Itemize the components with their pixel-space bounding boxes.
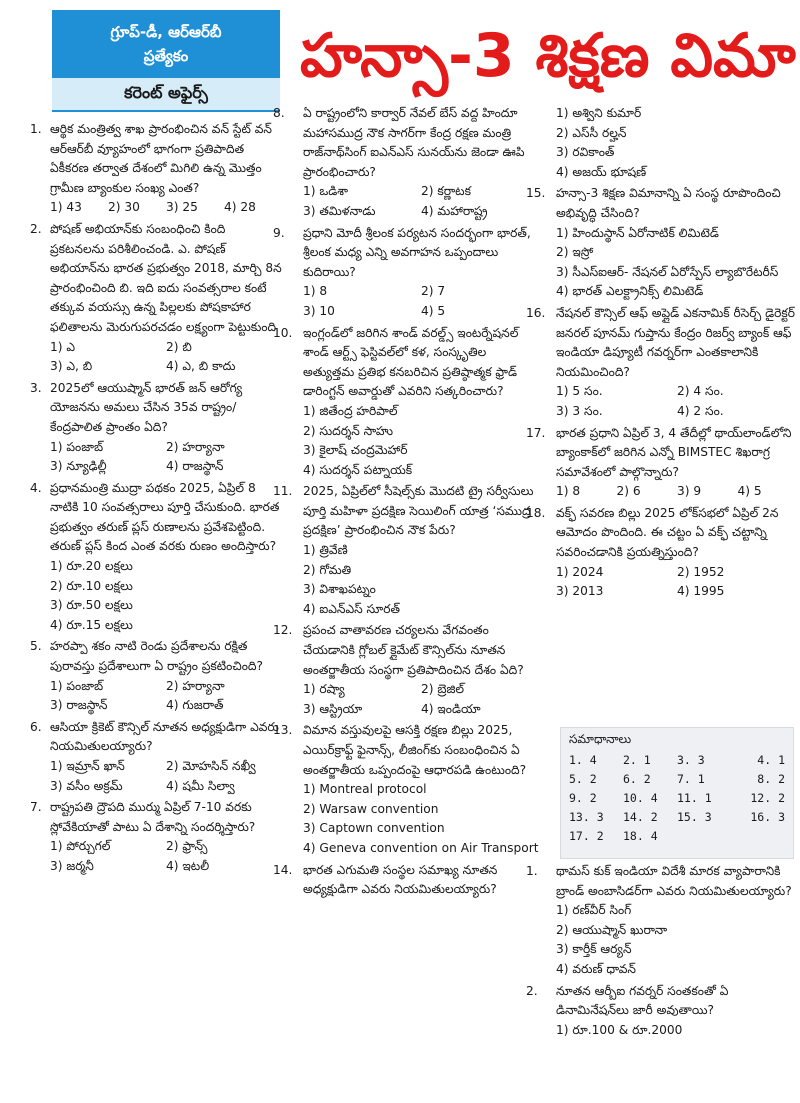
question-item: [30, 718, 282, 796]
question-body: థామస్ కుక్ ఇండియా విదేశీ మారక వ్యాపారానికి బ్రాండ్ అంబాసిడర్‌గా ఎవరు నియమితులయ్యారు?: [556, 864, 792, 898]
question-item: [30, 120, 282, 218]
section-header-line1: గ్రూప్-డీ, ఆర్ఆర్‌బీ: [110, 23, 222, 41]
options-list: [556, 382, 798, 421]
option: 2) ఇస్రో: [556, 245, 594, 260]
options-list: [50, 837, 282, 876]
question-number: 11.: [273, 484, 293, 499]
question-text: [30, 220, 282, 338]
option: 1) రూ.20 లక్షలు: [50, 559, 133, 574]
question-number: 6.: [30, 719, 42, 734]
option: 3) రాజస్థాన్: [50, 698, 108, 713]
question-text: [273, 224, 539, 283]
question-item: [273, 482, 539, 619]
question-body: నేషనల్ కౌన్సిల్ ఆఫ్ అప్లైడ్ ఎకనామిక్ రీసెర్చ్ డైరెక్టర్ జనరల్ పూనమ్ గుప్తాను కేంద్రం రిజర్వ్ బ్యాంక్ ఆఫ్ ఇండియా డిప్యూటీ గవర్నర్‌గా ఎంతకాలానికి నియమించింది?: [556, 305, 795, 379]
question-item: [273, 721, 539, 858]
question-number: 4.: [30, 480, 42, 495]
option: 2) కర్ణాటక: [421, 184, 471, 199]
options-list: [303, 541, 539, 619]
answer-item: 3. 3: [677, 753, 705, 767]
option: 2) ఫ్రాన్స్: [166, 839, 208, 854]
option: 4) అజయ్ భూషణ్: [556, 164, 647, 179]
column-2: [273, 104, 539, 902]
option: 1) 5 సం.: [556, 384, 603, 399]
column-1: [30, 120, 282, 879]
question-number: 3.: [30, 380, 42, 395]
option: 4) రాజస్థాన్: [166, 459, 224, 474]
option: 2) 4 సం.: [677, 384, 724, 399]
question-text: [273, 621, 539, 680]
option: 2) గోమతి: [303, 562, 352, 577]
question-text: [526, 982, 798, 1021]
option: 4) ఇటలీ: [166, 858, 210, 873]
options-list: [50, 757, 282, 796]
column-3-bottom: [526, 862, 798, 1042]
question-body: ప్రపంచ వాతావరణ చర్యలను వేగవంతం చేయడానికి గ్లోబల్ క్లైమేట్ కౌన్సిల్‌ను నూతన అంతర్జాతీయ సంస్థగా ప్రతిపాదించిన దేశం ఏది?: [303, 623, 524, 677]
option: 3) Captown convention: [303, 821, 445, 836]
option: 1) Montreal protocol: [303, 782, 427, 797]
option: 1) ఎ: [50, 339, 76, 354]
question-item: [273, 324, 539, 481]
answer-item: 9. 2: [569, 791, 597, 805]
option: 3) కైలాష్ చంద్రమెహార్: [303, 443, 408, 458]
options-list: [303, 182, 539, 221]
options-list: [50, 198, 282, 218]
section-header-banner: [52, 10, 280, 78]
option: 2) హర్యానా: [166, 678, 225, 693]
question-item: [30, 798, 282, 876]
question-text: [30, 379, 282, 438]
question-number: 17.: [526, 425, 546, 440]
option: 4) Geneva convention on Air Transport: [303, 840, 539, 855]
option: 4) షమీ సిల్వా: [166, 778, 235, 793]
question-body: ప్రధాని మోదీ శ్రీలంక పర్యటన సందర్భంగా భారత్, శ్రీలంక మధ్య ఎన్ని అవగాహన ఒప్పందాలు కుదిరాయి?: [303, 225, 531, 279]
question-item: [526, 424, 798, 502]
question-number: 10.: [273, 325, 293, 340]
question-number: 1.: [526, 864, 538, 878]
question-text: [526, 862, 798, 901]
option: 4) భారత్ ఎలక్ట్రానిక్స్ లిమిటెడ్: [556, 284, 704, 299]
option: 4) 28: [224, 200, 256, 215]
question-text: [526, 304, 798, 382]
options-list: [50, 338, 282, 377]
question-body: హరప్పా శకం నాటి రెండు ప్రదేశాలను రక్షిత పురావస్తు ప్రదేశాలుగా ఏ రాష్ట్రం ప్రకటించింది?: [50, 639, 263, 674]
option: 2) రూ.10 లక్షలు: [50, 578, 133, 593]
question-number: 2.: [30, 221, 42, 236]
option: 2) 7: [421, 284, 446, 299]
option: 2) 1952: [677, 564, 725, 579]
option: 3) 9: [677, 484, 702, 499]
answer-item: 1. 4: [569, 753, 597, 767]
options-list: [50, 677, 282, 716]
question-body: ఏ రాష్ట్రంలోని కార్వార్ నేవల్ బేస్ వద్ద హిందూ మహాసముద్ర నౌక సాగర్‌గా కేంద్ర రక్షణ మంత్రి రాజ్‌నాథ్‌సింగ్ ఐఎన్ఎస్ సునయ్‌ను జెండా ఊపి ప్రారంభించారు?: [303, 106, 525, 179]
option: 3) వసీం అక్రమ్: [50, 778, 123, 793]
question-item: [273, 224, 539, 322]
question-text: [30, 120, 282, 198]
option: 4) వరుణ్ ధావన్: [556, 961, 636, 976]
question-body: విమాన వస్తువులపై ఆసక్తి రక్షణ బిల్లు 2025, ఎయిర్‌క్రాఫ్ట్ ఫైనాన్స్, లీజింగ్‌కు సంబంధించిన ఏ అంతర్జాతీయ ఒప్పందంపై ఆధారపడి ఉంటుంది?: [303, 723, 527, 777]
question-text: [273, 721, 539, 780]
options-list: [303, 282, 539, 321]
option: 3) సీఎస్ఐఆర్- నేషనల్ ఏరోస్పేస్ ల్యాబొరేటరీస్: [556, 264, 779, 279]
question-body: 2025లో ఆయుష్మాన్ భారత్ జన్ ఆరోగ్య యోజనను అమలు చేసిన 35వ రాష్ట్రం/ కేంద్రపాలిత ప్రాంతం ఏది?: [50, 380, 243, 434]
question-number: 7.: [30, 800, 42, 815]
options-list: [50, 438, 282, 477]
question-item: [526, 304, 798, 422]
option: 4) ఐఎన్ఎస్ సూరత్: [303, 601, 400, 616]
option: 3) 2013: [556, 584, 604, 599]
question-text: [526, 504, 798, 563]
section-header-line2: ప్రత్యేకం: [143, 47, 189, 65]
answer-item: 15. 3: [677, 810, 712, 824]
question-number: 8.: [273, 106, 285, 120]
section-subtitle: కరెంట్ అఫైర్స్: [52, 78, 280, 112]
question-text: [30, 798, 282, 837]
option: 1) పంజాబ్: [50, 439, 104, 454]
question-body: ఆర్థిక మంత్రిత్వ శాఖ ప్రారంభించిన వన్ స్టేట్ వన్ ఆర్ఆర్‌బీ వ్యూహంలో భాగంగా ప్రతిపాదిత ఏకీకరణ తర్వాత దేశంలో మిగిలి ఉన్న మొత్తం గ్రామీణ బ్యాంకుల సంఖ్య ఎంత?: [50, 122, 272, 195]
question-text: [30, 718, 282, 757]
option: 4) ఎ, బి కాదు: [166, 359, 236, 374]
option: 3) తమిళనాడు: [303, 203, 376, 218]
question-item: [273, 861, 539, 900]
option: 2) బి: [166, 339, 192, 354]
answer-item: 12. 2: [750, 791, 785, 805]
options-list: [556, 563, 798, 602]
question-item: [526, 862, 798, 980]
options-list: [303, 680, 539, 719]
options-list: [556, 901, 798, 979]
option: 4) ఇండియా: [421, 701, 481, 716]
question-text: [273, 482, 539, 541]
option: 3) ఆస్ట్రియా: [303, 701, 363, 716]
option: 4) 2 సం.: [677, 403, 724, 418]
answers-grid: [561, 753, 793, 843]
question-number: 1.: [30, 122, 42, 136]
answers-box: [560, 727, 794, 859]
option: 3) న్యూఢిల్లీ: [50, 459, 107, 474]
option: 3) జర్మనీ: [50, 858, 94, 873]
answer-item: 17. 2: [569, 829, 604, 843]
option: 2) సుదర్శన్ సాహు: [303, 423, 393, 438]
option: 4) రూ.15 లక్షలు: [50, 617, 133, 632]
answer-item: 2. 1: [623, 753, 651, 767]
option: 1) రూ.100 & రూ.2000: [556, 1022, 683, 1037]
option: 1) పోర్చుగల్: [50, 839, 111, 854]
option: 1) 2024: [556, 564, 604, 579]
question-text: [30, 637, 282, 676]
answer-item: 8. 2: [757, 772, 785, 786]
option: 2) Warsaw convention: [303, 801, 439, 816]
question-body: ఇంగ్లండ్‌లో జరిగిన శాండ్ వరల్డ్స్ ఇంటర్నేషనల్ శాండ్ ఆర్ట్స్ ఫెస్టివల్‌లో కళ, సంస్కృతిల అత్యుత్తమ ప్రతిభ కనబరిచిన ప్రతిష్ఠాత్మక ఫ్రాడ్ డారింగ్టన్ అవార్డుతో ఎవరిని సత్కరించారు?: [303, 325, 519, 399]
question-item: [526, 982, 798, 1041]
option: 3) 25: [166, 200, 198, 215]
question-item: [273, 621, 539, 719]
question-item: [30, 637, 282, 715]
question-text: [273, 324, 539, 402]
option: 1) త్రివేణి: [303, 543, 348, 558]
question-number: 13.: [273, 723, 293, 738]
question-body: ఆసియా క్రికెట్ కౌన్సిల్ నూతన అధ్యక్షుడిగా ఎవరు నియమితులయ్యారు?: [50, 719, 279, 754]
question-item: [526, 184, 798, 302]
question-item: [273, 104, 539, 222]
option: 1) 43: [50, 200, 82, 215]
answer-item: 7. 1: [677, 772, 705, 786]
answer-item: 18. 4: [623, 829, 658, 843]
option: 2) ఎస్‌సీ రల్హన్: [556, 125, 627, 140]
question-item: [30, 220, 282, 377]
question-body: నూతన ఆర్బీఐ గవర్నర్ సంతకంతో ఏ డినామినేషన్‌లు జారీ అవుతాయి?: [556, 983, 729, 1018]
answer-item: 10. 4: [623, 791, 658, 805]
option: 1) ఒడిశా: [303, 184, 349, 199]
answer-item: 14. 2: [623, 810, 658, 824]
answer-item: 4. 1: [757, 753, 785, 767]
option: 1) హిందుస్థాన్ ఏరోనాటిక్ లిమిటెడ్: [556, 225, 719, 240]
option: 3) 3 సం.: [556, 403, 603, 418]
question-number: 14.: [273, 862, 293, 877]
option: 2) 6: [616, 484, 641, 499]
options-list: [556, 104, 798, 182]
section-header: [52, 10, 280, 110]
question-number: 15.: [526, 186, 546, 201]
option: 1) 8: [556, 484, 581, 499]
option: 3) విశాఖపట్నం: [303, 582, 376, 597]
option: 3) 10: [303, 303, 335, 318]
options-list: [303, 402, 539, 480]
option: 4) మహారాష్ట్ర: [421, 203, 488, 218]
option: 1) రణ్‌వీర్ సింగ్: [556, 903, 632, 918]
question-text: [273, 104, 539, 182]
option: 1) పంజాబ్: [50, 678, 104, 693]
question-text: [526, 424, 798, 483]
option: 2) 30: [108, 200, 140, 215]
option: 2) మోహసిన్ నఖ్వీ: [166, 759, 256, 773]
option: 2) ఆయుష్మాన్ ఖురానా: [556, 922, 668, 937]
question-body: రాష్ట్రపతి ద్రౌపది ముర్ము ఏప్రిల్ 7-10 వరకు స్లోవేకియాతో పాటు ఏ దేశాన్ని సందర్శిస్తారు?: [50, 800, 256, 834]
answers-title: సమాధానాలు: [569, 732, 632, 746]
question-item: [30, 379, 282, 477]
question-text: [30, 479, 282, 557]
option: 3) కార్తీక్ ఆర్యన్: [556, 942, 632, 957]
question-text: [526, 184, 798, 223]
answer-item: 16. 3: [750, 810, 785, 824]
options-list: [50, 557, 282, 635]
question-body: భారత ప్రధాని ఏప్రిల్ 3, 4 తేదీల్లో థాయ్‌లాండ్‌లోని బ్యాంకాక్‌లో జరిగిన ఎన్నో BIMSTEC శిఖరాగ్ర సమావేశంలో పాల్గొన్నారు?: [556, 425, 792, 479]
question-number: 18.: [526, 505, 546, 520]
question-item: [556, 104, 798, 182]
answer-item: 6. 2: [623, 772, 651, 786]
question-number: 2.: [526, 983, 538, 998]
question-body: వక్ఫ్ సవరణ బిల్లు 2025 లోక్‌సభలో ఏప్రిల్ 2న ఆమోదం పొందింది. ఈ చట్టం ఏ వక్ఫ్ చట్టాన్ని సవరించడానికి ప్రయత్నిస్తుంది?: [556, 505, 779, 560]
option: 4) గుజరాత్: [166, 698, 224, 713]
options-list: [556, 482, 798, 502]
option: 3) ఎ, బి: [50, 359, 93, 374]
question-body: 2025, ఏప్రిల్‌లో సీషెల్స్‌కు మొదటి ట్రై సర్వీసులు పూర్తి మహిళా ప్రదక్షిణ సెయిలింగ్ యాత్ర ‘సముద్ర ప్రదక్షిణ’ ప్రారంభించిన నౌక పేరు?: [303, 484, 534, 538]
options-list: [303, 780, 539, 858]
question-number: 9.: [273, 225, 285, 240]
answer-item: 5. 2: [569, 772, 597, 786]
option: 1) 8: [303, 284, 328, 299]
option: 4) సుదర్శన్ పట్నాయక్: [303, 462, 413, 477]
option: 2) బ్రెజిల్: [421, 682, 465, 697]
option: 4) 5: [421, 303, 446, 318]
question-number: 16.: [526, 305, 546, 320]
option: 3) రవికాంత్: [556, 145, 615, 160]
question-number: 12.: [273, 623, 293, 638]
question-item: [30, 479, 282, 636]
question-text: [273, 861, 539, 900]
page-headline: హన్సా-3 శిక్షణ విమా: [300, 21, 796, 91]
question-body: ప్రధానమంత్రి ముద్రా పథకం 2025, ఏప్రిల్ 8 నాటికి 10 సంవత్సరాలు పూర్తి చేసుకుంది. భారత ప్రభుత్వం తరుణ్ ప్లస్ రుణాలను ప్రవేశపెట్టింది. తరుణ్ ప్లస్ కింద ఎంత వరకు రుణం అందిస్తారు?: [50, 480, 280, 554]
option: 1) జితేంద్ర హరిపాల్: [303, 403, 398, 418]
options-list: [556, 224, 798, 302]
option: 1) అశ్విని కుమార్: [556, 106, 642, 120]
answer-item: 11. 1: [677, 791, 712, 805]
answer-item: 13. 3: [569, 810, 604, 824]
column-3: [526, 104, 798, 604]
question-body: భారత ఎగుమతి సంస్థల సమాఖ్య నూతన అధ్యక్షుడిగా ఎవరు నియమితులయ్యారు?: [303, 862, 498, 897]
question-number: 5.: [30, 639, 42, 654]
option: 1) రష్యా: [303, 682, 345, 697]
question-body: పోషణ్ అభియాన్‌కు సంబంధించి కింది ప్రకటనలను పరిశీలించండి. ఎ. పోషణ్ అభియాన్‌ను భారత ప్రభుత్వం 2018, మార్చి 8న ప్రారంభించింది బి. ఇది ఐదు సంవత్సరాల కంటే తక్కువ వయస్సు ఉన్న పిల్లలకు పోషకాహార ఫలితాలను మెరుగుపరచడం లక్ష్యంగా పెట్టుకుంది: [50, 221, 282, 334]
option: 2) హర్యానా: [166, 439, 225, 454]
option: 4) 5: [737, 484, 762, 499]
options-list: [556, 1021, 798, 1041]
option: 1) ఇమ్రాన్ ఖాన్: [50, 759, 125, 773]
question-body: హన్సా-3 శిక్షణ విమానాన్ని ఏ సంస్థ రూపొందించి అభివృద్ధి చేసింది?: [556, 186, 781, 220]
option: 4) 1995: [677, 584, 725, 599]
option: 3) రూ.50 లక్షలు: [50, 598, 133, 613]
question-item: [526, 504, 798, 602]
